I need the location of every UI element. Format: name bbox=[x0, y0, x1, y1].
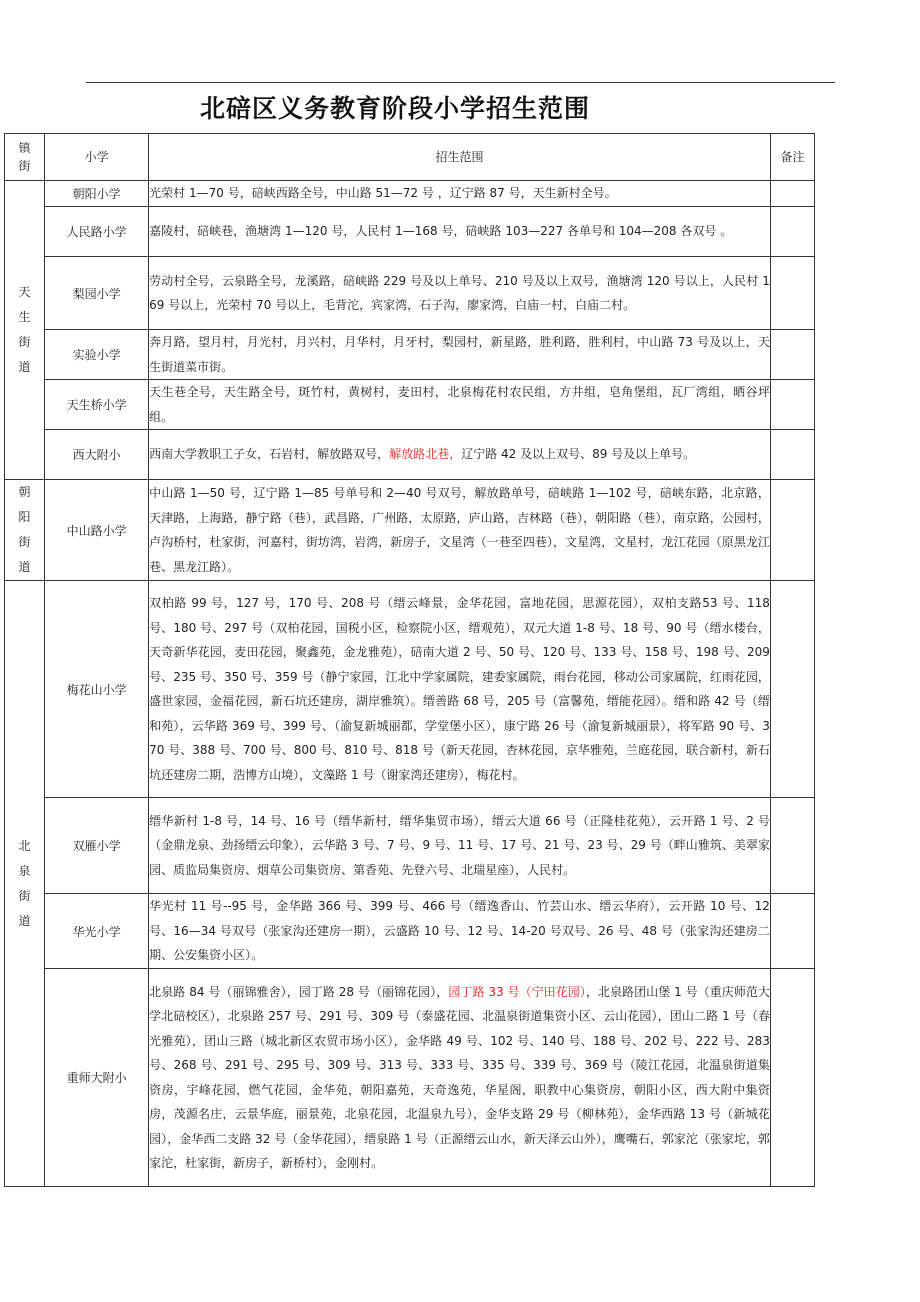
note-cell bbox=[770, 207, 814, 257]
table-row bbox=[5, 380, 815, 430]
note-cell bbox=[770, 581, 814, 798]
range-text: 辽宁路 42 及以上双号、89 号及以上单号。 bbox=[461, 447, 696, 462]
range-cell bbox=[149, 207, 771, 257]
school-name: 西大附小 bbox=[45, 430, 149, 480]
range-cell bbox=[149, 430, 771, 480]
range-text: 西南大学教职工子女，石岩村，解放路双号， bbox=[149, 447, 390, 462]
school-name: 实验小学 bbox=[45, 330, 149, 380]
range-text: 中山路 1—50 号，辽宁路 1—85 号单号和 2—40 号双号，解放路单号，碚峡路 1—102 号，碚峡东路，北京路，天津路，上海路，静宁路（巷），武昌路，广州路，太原路，庐山路，吉林路（巷），朝阳路（巷），南京路，公园村，卢沟桥村，杜家街，河嘉村，街坊湾，岩湾，新房子，文星湾（一巷至四巷），文星湾，文星村，龙江花园（原黑龙江巷、黑龙江路）。 bbox=[149, 486, 770, 574]
district-cell: 北泉街道 bbox=[5, 581, 45, 1187]
school-name: 梨园小学 bbox=[45, 257, 149, 330]
range-text: 华光村 11 号--95 号，金华路 366 号、399 号、466 号（缙逸香山、竹芸山水、缙云华府），云开路 10 号、12 号、16—34 号双号（张家沟还建房一期），云盛路 10 号、12 号、14-20 号双号、26 号、48 号（张家沟还建房二期、公安集资小区）。 bbox=[149, 899, 770, 963]
header-note: 备注 bbox=[770, 134, 814, 181]
school-name: 人民路小学 bbox=[45, 207, 149, 257]
header-rule bbox=[86, 82, 835, 83]
header-district: 镇街 bbox=[5, 134, 45, 181]
range-text: 劳动村全号，云泉路全号，龙溪路，碚峡路 229 号及以上单号、210 号及以上双号，渔塘湾 120 号以上，人民村 169 号以上，光荣村 70 号以上，毛背沱，宾家湾，石子沟，廖家湾，白庙一村，白庙二村。 bbox=[149, 273, 770, 312]
highlighted-range-text: 解放路北巷， bbox=[389, 447, 462, 462]
note-cell bbox=[770, 969, 814, 1187]
range-cell bbox=[149, 798, 771, 894]
enrollment-table bbox=[4, 133, 815, 1187]
note-cell bbox=[770, 798, 814, 894]
school-name: 双雁小学 bbox=[45, 798, 149, 894]
school-name: 华光小学 bbox=[45, 894, 149, 969]
table-row bbox=[5, 894, 815, 969]
table-row bbox=[5, 798, 815, 894]
school-name: 朝阳小学 bbox=[45, 181, 149, 207]
range-cell bbox=[149, 380, 771, 430]
range-text: 奔月路，望月村，月光村，月兴村，月华村，月牙村，梨园村，新星路，胜利路，胜利村，中山路 73 号及以上，天生街道菜市街。 bbox=[149, 335, 770, 374]
range-cell bbox=[149, 581, 771, 798]
district-cell: 朝阳街道 bbox=[5, 480, 45, 581]
highlighted-range-text: 园丁路 33 号（宁田花园） bbox=[448, 984, 586, 999]
note-cell bbox=[770, 181, 814, 207]
note-cell bbox=[770, 257, 814, 330]
note-cell bbox=[770, 430, 814, 480]
range-text: 嘉陵村，碚峡巷，渔塘湾 1—120 号，人民村 1—168 号，碚峡路 103—227 各单号和 104—208 各双号 。 bbox=[149, 224, 733, 239]
table-row bbox=[5, 207, 815, 257]
range-text: 双柏路 99 号，127 号，170 号、208 号（缙云峰景，金华花园，富地花园，思源花园），双柏支路53 号、118 号、180 号、297 号（双柏花园，国税小区，检察院小区，缙观苑），双元大道 1-8 号、18 号、90 号（缙水楼台，天奇新华花园，麦田花园，聚鑫苑，金龙雅苑），碚南大道 2 号、50 号、120 号、133 号、158 号、198 号、209 号、235 号、350 号、359 号（静宁家园，江北中学家属院，建委家属院，雨台花园，移动公司家属院，红雨花园，盛世家园，金福花园，新石坑还建房，湖岸雅筑）。缙善路 68 号，205 号（富馨苑，缙能花园）。缙和路 42 号（缙和苑），云华路 369 号、399 号、（渝复新城丽都，学堂堡小区），康宁路 26 号（渝复新城丽景），将军路 90 号、370 号、388 号、700 号、800 号、810 号、818 号（新天花园，杏林花园，京华雅苑，兰庭花园，联合新村，新石坑还建房二期，浩博方山境），文藻路 1 号（谢家湾还建房），梅花村。 bbox=[149, 596, 770, 782]
note-cell bbox=[770, 330, 814, 380]
table-row bbox=[5, 581, 815, 798]
table-row bbox=[5, 480, 815, 581]
school-name: 天生桥小学 bbox=[45, 380, 149, 430]
note-cell bbox=[770, 380, 814, 430]
note-cell bbox=[770, 480, 814, 581]
range-cell bbox=[149, 181, 771, 207]
range-text: ，北泉路团山堡 1 号（重庆师范大学北碚校区），北泉路 257 号、291 号、309 号（泰盛花园、北温泉街道集资小区、云山花园），团山二路 1 号（春光雅苑），团山三路（城北新区农贸市场小区），金华路 49 号、102 号、140 号、188 号、202 号、222 号、283 号、268 号、291 号、295 号、309 号、313 号、333 号、335 号、339 号、369 号（陵江花园，北温泉街道集资房，宇峰花园，燃气花园，金华苑，朝阳嘉苑，天奇逸苑，华星阁，职教中心集资房，朝阳小区，西大附中集资房，茂源名庄，云景华庭，丽景苑，北泉花园，北温泉九号），金华支路 29 号（柳林苑），金华西路 13 号（新城花园），金华西二支路 32 号（金华花园），缙泉路 1 号（正源缙云山水，新天泽云山外），鹰嘴石，郭家沱（张家坨，郭家沱，杜家街，新房子，新桥村），金刚村。 bbox=[149, 984, 770, 1170]
table-row bbox=[5, 330, 815, 380]
school-name: 中山路小学 bbox=[45, 480, 149, 581]
table-row bbox=[5, 181, 815, 207]
range-text: 光荣村 1—70 号，碚峡西路全号，中山路 51—72 号 ，辽宁路 87 号，天生新村全号。 bbox=[149, 186, 617, 201]
table-row bbox=[5, 969, 815, 1187]
header-range: 招生范围 bbox=[149, 134, 771, 181]
range-text: 天生巷全号，天生路全号，斑竹村，黄树村，麦田村，北泉梅花村农民组，方井组，皂角堡组，瓦厂湾组，晒谷坪组。 bbox=[149, 385, 770, 424]
range-text: 缙华新村 1-8 号，14 号、16 号（缙华新村，缙华集贸市场），缙云大道 66 号（正隆桂花苑），云开路 1 号、2 号（金鼎龙泉、劲扬缙云印象），云华路 3 号、7 号、9 号、11 号、17 号、21 号、23 号、29 号（畔山雅筑、美翠家园、质监局集资房、烟草公司集资房、第香苑、先登六号、北瑞星座），人民村。 bbox=[149, 813, 770, 877]
table-row bbox=[5, 257, 815, 330]
range-cell bbox=[149, 330, 771, 380]
range-text: 北泉路 84 号（丽锦雅舍），园丁路 28 号（丽锦花园）， bbox=[149, 984, 449, 999]
table-row bbox=[5, 430, 815, 480]
district-cell: 天生街道 bbox=[5, 181, 45, 480]
header-row bbox=[5, 134, 815, 181]
range-cell bbox=[149, 257, 771, 330]
school-name: 梅花山小学 bbox=[45, 581, 149, 798]
header-school: 小学 bbox=[45, 134, 149, 181]
school-name: 重师大附小 bbox=[45, 969, 149, 1187]
document-title: 北碚区义务教育阶段小学招生范围 bbox=[200, 94, 591, 123]
note-cell bbox=[770, 894, 814, 969]
range-cell bbox=[149, 480, 771, 581]
range-cell bbox=[149, 969, 771, 1187]
range-cell bbox=[149, 894, 771, 969]
